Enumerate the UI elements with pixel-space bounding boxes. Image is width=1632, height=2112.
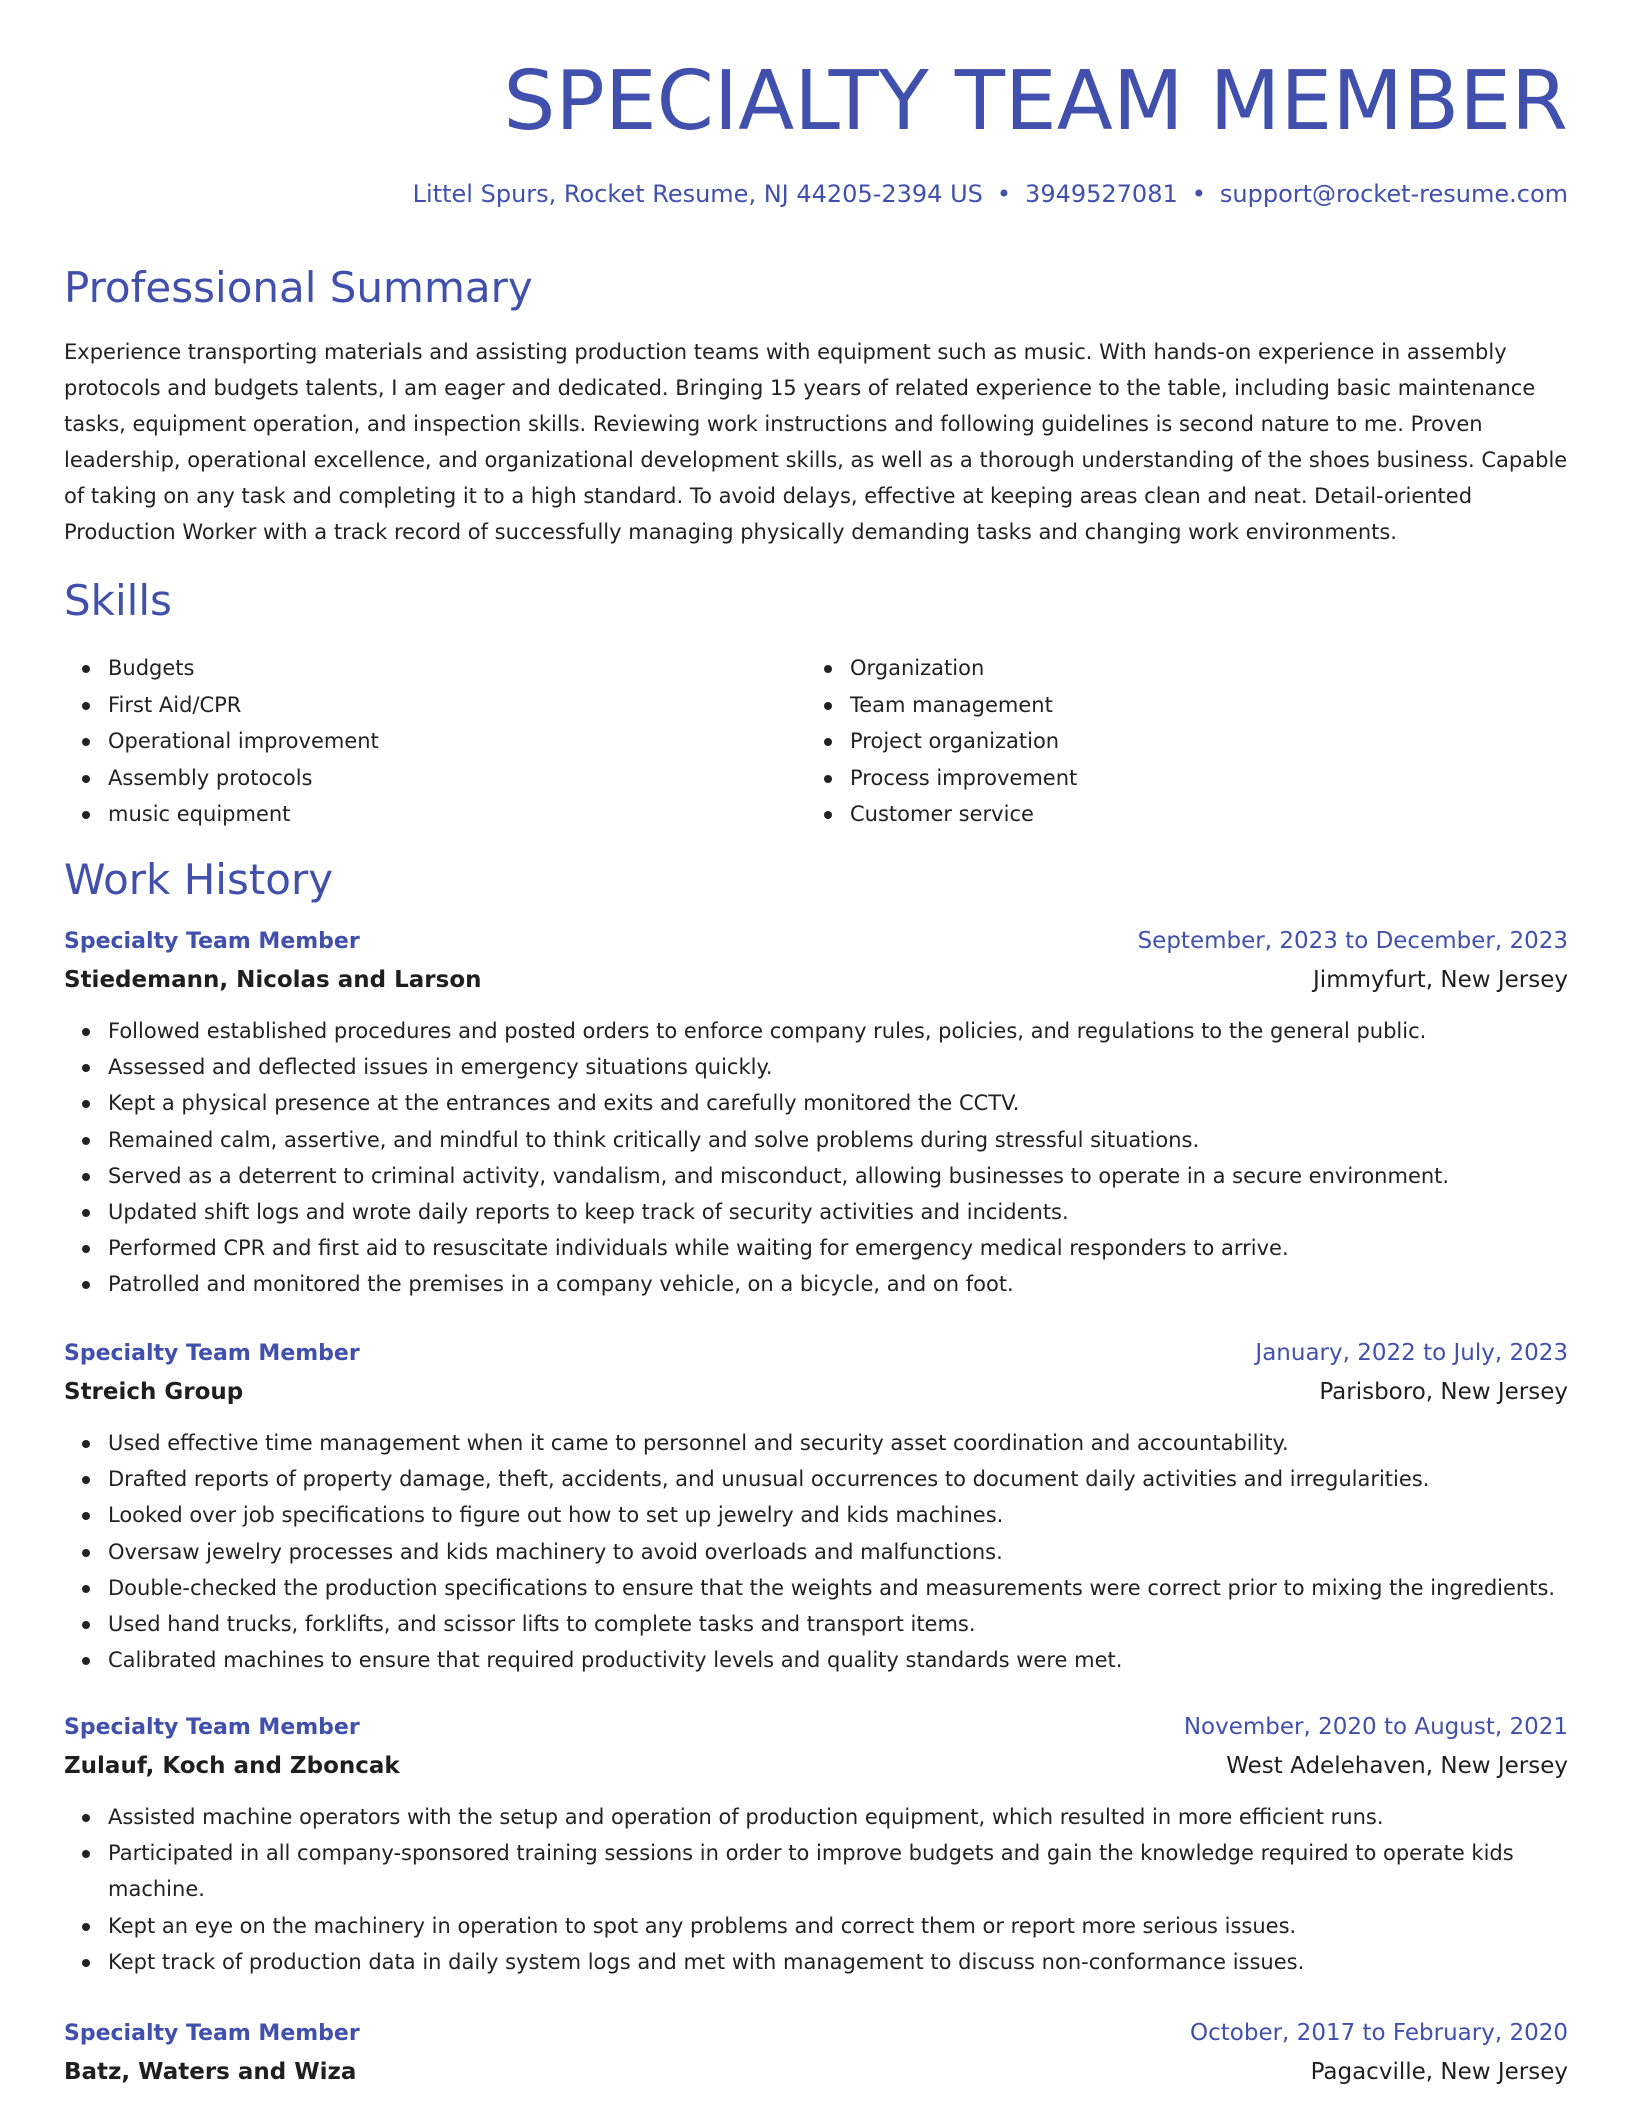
contact-phone[interactable]: 3949527081 xyxy=(1025,180,1178,208)
job-bullets xyxy=(64,1425,1568,1678)
job-location: Jimmyfurt, New Jersey xyxy=(1313,967,1568,993)
job-company: Zulauf, Koch and Zboncak xyxy=(64,1753,400,1779)
summary-text: Experience transporting materials and assisting production teams with equipment such as music. With hands-on experience in assembly protocols and budgets talents, I am eager and dedicated. Bringing 15 years of related experience to the table, including basic maintenance tasks, equipment operation, and inspection skills. Reviewing work instructions and following guidelines is second nature to me. Proven leadership, operational excellence, and organizational development skills, as well as a thorough understanding of the shoes business. Capable of taking on any task and completing it to a high standard. To avoid delays, effective at keeping areas clean and neat. Detail-oriented Production Worker with a track record of successfully managing physically demanding tasks and changing work environments. xyxy=(64,340,1568,544)
job-entry xyxy=(64,1708,1568,1980)
job-title: Specialty Team Member xyxy=(64,1715,360,1740)
job-bullet: Used hand trucks, forklifts, and scissor lifts to complete tasks and transport items. xyxy=(108,1606,1568,1642)
job-bullet: Patrolled and monitored the premises in a company vehicle, on a bicycle, and on foot. xyxy=(108,1266,1568,1302)
job-bullet: Oversaw jewelry processes and kids machinery to avoid overloads and malfunctions. xyxy=(108,1534,1568,1570)
job-title-row xyxy=(64,922,1568,961)
job-dates: September, 2023 to December, 2023 xyxy=(1137,928,1568,954)
job-location: Pagacville, New Jersey xyxy=(1310,2059,1568,2085)
job-company: Stiedemann, Nicolas and Larson xyxy=(64,967,482,993)
job-company-row xyxy=(64,961,1568,999)
job-company-row xyxy=(64,1747,1568,1785)
job-company-row xyxy=(64,1373,1568,1411)
contact-separator: • xyxy=(1191,180,1206,208)
job-title: Specialty Team Member xyxy=(64,2021,360,2046)
resume-page xyxy=(64,0,1568,2085)
summary-heading: Professional Summary xyxy=(64,263,533,312)
job-bullet: Looked over job specifications to figure out how to set up jewelry and kids machines. xyxy=(108,1497,1568,1533)
job-bullet: Double-checked the production specifications to ensure that the weights and measurements were correct prior to mixing the ingredients. xyxy=(108,1570,1568,1606)
job-entry xyxy=(64,2014,1568,2091)
job-title-row xyxy=(64,2014,1568,2053)
skills-heading: Skills xyxy=(64,576,172,625)
job-company: Batz, Waters and Wiza xyxy=(64,2059,357,2085)
contact-line xyxy=(413,178,1568,210)
skill-item: Budgets xyxy=(108,650,806,687)
contact-address: Littel Spurs, Rocket Resume, NJ 44205-2394 US xyxy=(412,180,983,208)
job-bullet: Assisted machine operators with the setup and operation of production equipment, which resulted in more efficient runs. xyxy=(108,1799,1568,1835)
job-location: Parisboro, New Jersey xyxy=(1319,1379,1568,1405)
job-title: Specialty Team Member xyxy=(64,929,360,954)
job-bullet: Assessed and deflected issues in emergency situations quickly. xyxy=(108,1049,1568,1085)
skills-column-right xyxy=(806,650,1548,833)
job-bullet: Updated shift logs and wrote daily reports to keep track of security activities and incidents. xyxy=(108,1194,1568,1230)
resume-header xyxy=(64,0,1568,152)
job-bullet: Followed established procedures and posted orders to enforce company rules, policies, and regulations to the general public. xyxy=(108,1013,1568,1049)
job-bullet: Served as a deterrent to criminal activity, vandalism, and misconduct, allowing businesses to operate in a secure environment. xyxy=(108,1158,1568,1194)
job-company: Streich Group xyxy=(64,1379,244,1405)
skills-column-left xyxy=(64,650,806,833)
job-entry xyxy=(64,1334,1568,1678)
skill-item: Operational improvement xyxy=(108,723,806,760)
skill-item: First Aid/CPR xyxy=(108,687,806,724)
skill-item: Project organization xyxy=(850,723,1548,760)
job-bullet: Performed CPR and first aid to resuscitate individuals while waiting for emergency medical responders to arrive. xyxy=(108,1230,1568,1266)
job-bullet: Remained calm, assertive, and mindful to think critically and solve problems during stressful situations. xyxy=(108,1122,1568,1158)
skill-item: Customer service xyxy=(850,796,1548,833)
skill-item: Team management xyxy=(850,687,1548,724)
job-bullets xyxy=(64,1799,1568,1980)
skill-item: Assembly protocols xyxy=(108,760,806,797)
job-location: West Adelehaven, New Jersey xyxy=(1226,1753,1568,1779)
job-bullet: Kept a physical presence at the entrances and exits and carefully monitored the CCTV. xyxy=(108,1085,1568,1121)
skill-item: music equipment xyxy=(108,796,806,833)
job-bullet: Used effective time management when it came to personnel and security asset coordination and accountability. xyxy=(108,1425,1568,1461)
skill-item: Organization xyxy=(850,650,1548,687)
work-history-heading: Work History xyxy=(64,855,334,904)
job-dates: January, 2022 to July, 2023 xyxy=(1255,1340,1568,1366)
job-title-row xyxy=(64,1708,1568,1747)
job-dates: October, 2017 to February, 2020 xyxy=(1190,2020,1568,2046)
candidate-name: SPECIALTY TEAM MEMBER xyxy=(503,54,1568,149)
job-title-row xyxy=(64,1334,1568,1373)
job-dates: November, 2020 to August, 2021 xyxy=(1183,1714,1568,1740)
skill-item: Process improvement xyxy=(850,760,1548,797)
job-bullets xyxy=(64,1013,1568,1303)
job-bullet: Calibrated machines to ensure that required productivity levels and quality standards were met. xyxy=(108,1642,1568,1678)
job-bullet: Kept an eye on the machinery in operation to spot any problems and correct them or report more serious issues. xyxy=(108,1908,1568,1944)
skills-list xyxy=(64,650,1568,833)
job-bullet: Kept track of production data in daily system logs and met with management to discuss non-conformance issues. xyxy=(108,1944,1568,1980)
job-bullet: Drafted reports of property damage, theft, accidents, and unusual occurrences to document daily activities and irregularities. xyxy=(108,1461,1568,1497)
job-company-row xyxy=(64,2053,1568,2091)
job-title: Specialty Team Member xyxy=(64,1341,360,1366)
job-entry xyxy=(64,922,1568,1303)
contact-email[interactable]: support@rocket-resume.com xyxy=(1219,180,1568,208)
job-bullet: Participated in all company-sponsored training sessions in order to improve budgets and gain the knowledge required to operate kids machine. xyxy=(108,1835,1568,1907)
contact-separator: • xyxy=(996,180,1012,208)
